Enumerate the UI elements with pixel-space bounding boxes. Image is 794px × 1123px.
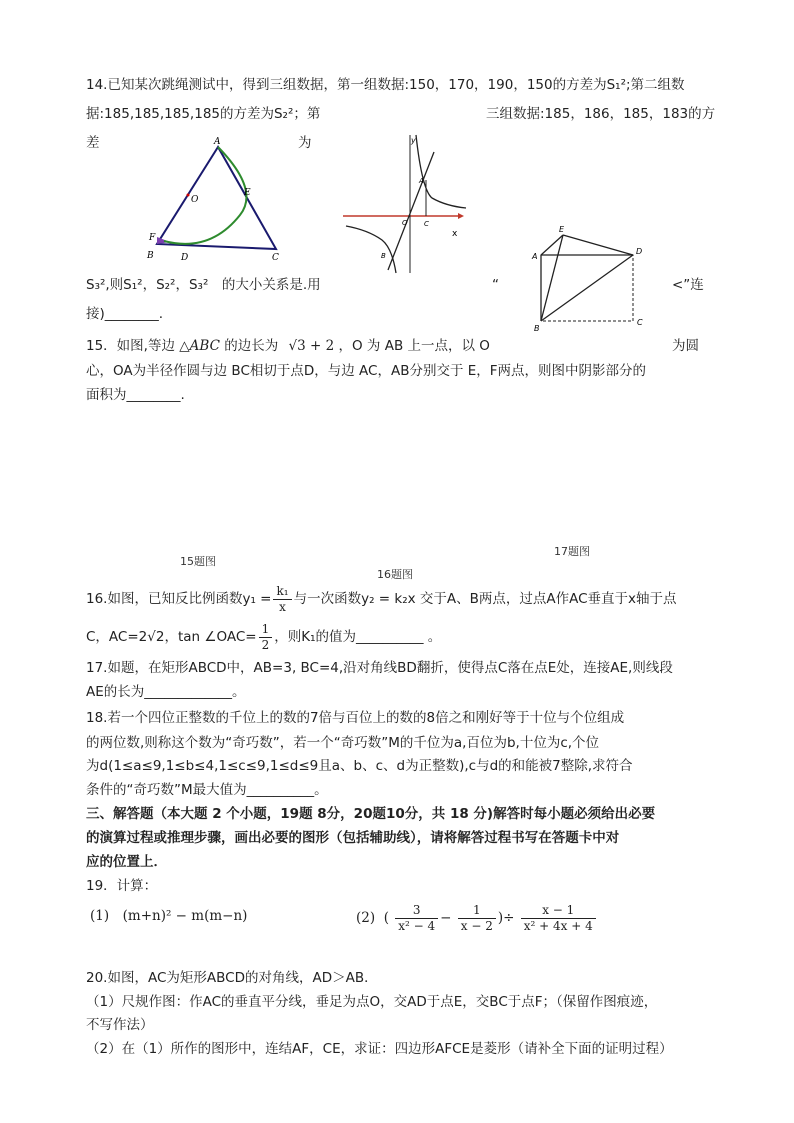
q18-line-4: 条件的“奇巧数”M最大值为__________。 bbox=[86, 782, 328, 798]
svg-text:D: D bbox=[181, 253, 189, 263]
section-3-line-3: 应的位置上． bbox=[86, 854, 167, 870]
section-3-line-2: 的演算过程或推理步骤，画出必要的图形（包括辅助线），请将解答过程书写在答题卡中对 bbox=[86, 830, 620, 846]
figure-16 bbox=[338, 130, 473, 275]
svg-text:O: O bbox=[191, 195, 199, 205]
arc-circle bbox=[164, 147, 246, 244]
caption-16: 16题图 bbox=[377, 568, 413, 581]
q14-line-2b: 三组数据:185，186，185，183的方 bbox=[486, 106, 716, 122]
q19-part-1: (1) (m+n)² − m(m−n) bbox=[90, 908, 248, 924]
q20-line-3: 不写作法） bbox=[86, 1017, 154, 1033]
svg-text:C: C bbox=[637, 318, 643, 327]
q16-line-1: 16.如图，已知反比例函数y₁ = $\frac{\text{k₁}}{x}$ 与一次函数y₂ = k₂x 交于A、B两点，过点A作AC垂直于x轴于点 bbox=[86, 583, 677, 614]
svg-text:C: C bbox=[272, 253, 279, 263]
svg-text:A: A bbox=[214, 137, 221, 147]
q18-line-2: 的两位数,则称这个数为“奇巧数”，若一个“奇巧数”M的千位为a,百位为b,十位为c,个位 bbox=[86, 735, 600, 751]
q20-line-4: （2）在（1）所作的图形中，连结AF，CE，求证：四边形AFCE是菱形（请补全下面的证明过程） bbox=[86, 1041, 673, 1057]
figure-17 bbox=[528, 222, 648, 332]
q18-line-3: 为d(1≤a≤9,1≤b≤4,1≤c≤9,1≤d≤9且a、b、c、d为正整数),c与d的和能被7整除,求符合 bbox=[86, 758, 633, 774]
section-3-line-1: 三、解答题（本大题 2 个小题，19题 8分，20题10分，共 18 分)解答时每小题必须给出必要 bbox=[86, 806, 656, 822]
q14-line-4c: <”连 bbox=[672, 277, 704, 293]
q18-line-1: 18.若一个四位正整数的千位上的数的7倍与百位上的数的8倍之和刚好等于十位与个位组成 bbox=[86, 710, 625, 726]
svg-text:B: B bbox=[381, 252, 386, 260]
hyperbola-right bbox=[416, 135, 466, 208]
svg-text:D: D bbox=[636, 247, 643, 256]
svg-text:C: C bbox=[424, 220, 429, 228]
q16-line-2: C，AC=2√2，tan ∠OAC= $\frac{1}{2}$ ，则K₁的值为__________ 。 bbox=[86, 621, 442, 652]
q20-line-1: 20.如图，AC为矩形ABCD的对角线，AD＞AB． bbox=[86, 970, 378, 986]
q19-title: 19．计算： bbox=[86, 878, 158, 894]
figure-15 bbox=[140, 135, 290, 265]
caption-17: 17题图 bbox=[554, 545, 590, 558]
svg-text:A: A bbox=[419, 177, 424, 185]
q17-line-2: AE的长为_____________。 bbox=[86, 684, 246, 700]
q19-part-2: (2) ( $\frac{3}{\text{x² − 4}}$ − $\frac{1}{x - 2}$ )÷ $\frac{x - 1}{\text{x² + 4x + 4}}$ bbox=[356, 896, 598, 940]
q14-line-4b: “ bbox=[492, 277, 499, 293]
svg-text:x: x bbox=[452, 229, 458, 239]
q14-line-3a: 差 bbox=[86, 135, 100, 151]
triangle-abc bbox=[157, 147, 276, 249]
q15-line-3: 面积为________. bbox=[86, 387, 185, 403]
q15-line-1: 15．如图,等边 △ABC 的边长为 √3 + 2 ，O 为 AB 上一点，以 O bbox=[86, 338, 490, 354]
svg-text:y: y bbox=[411, 136, 416, 145]
svg-text:B: B bbox=[147, 251, 154, 261]
q20-line-2: （1）尺规作图：作AC的垂直平分线，垂足为点O，交AD于点E，交BC于点F；（保留作图痕迹， bbox=[86, 994, 658, 1010]
center-o bbox=[187, 194, 190, 197]
svg-text:B: B bbox=[534, 324, 540, 332]
hyperbola-left bbox=[346, 226, 396, 273]
q15-line-1d: 为圆 bbox=[672, 338, 699, 354]
svg-text:O: O bbox=[402, 219, 408, 227]
line-y2 bbox=[388, 152, 434, 270]
q14-line-4a: S₃²,则S₁²，S₂²，S₃² 的大小关系是.用 bbox=[86, 277, 321, 293]
q14-line-1: 14.已知某次跳绳测试中，得到三组数据，第一组数据:150，170，190，150的方差为S₁²;第二组数 bbox=[86, 77, 685, 93]
svg-text:E: E bbox=[559, 225, 565, 234]
svg-text:E: E bbox=[244, 188, 251, 198]
q14-line-5: 接)________. bbox=[86, 306, 164, 322]
q14-line-3b: 为 bbox=[298, 135, 312, 151]
q15-line-2: 心，OA为半径作圆与边 BC相切于点D，与边 AC，AB分别交于 E，F两点，则图中阴影部分的 bbox=[86, 363, 647, 379]
q14-line-2a: 据:185,185,185,185的方差为S₂²；第 bbox=[86, 106, 321, 122]
svg-text:A: A bbox=[532, 252, 538, 261]
svg-text:F: F bbox=[149, 233, 156, 243]
caption-15: 15题图 bbox=[180, 555, 216, 568]
q17-line-1: 17.如题，在矩形ABCD中，AB=3, BC=4,沿对角线BD翻折，使得点C落在点E处，连接AE,则线段 bbox=[86, 660, 673, 676]
